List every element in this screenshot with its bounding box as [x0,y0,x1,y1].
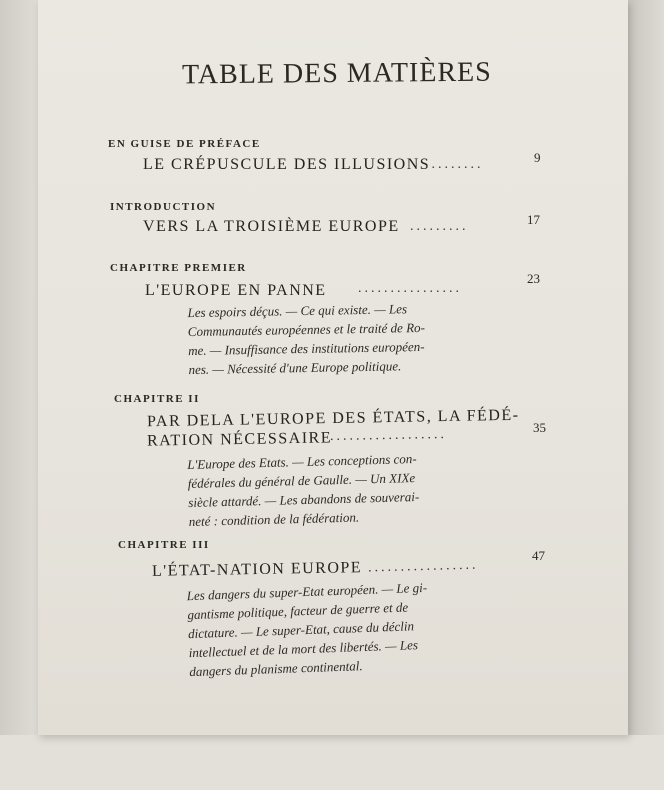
section-label-preface: EN GUISE DE PRÉFACE [108,138,261,150]
summary-line: dictature. — Le super-Etat, cause du déclin [187,618,415,642]
dot-leader: ......... [410,219,469,234]
dot-leader: ................ [358,281,462,296]
section-summary-chapter-3 [186,578,430,681]
page-number: 47 [532,548,545,563]
summary-line: neté : condition de la fédération. [188,509,360,530]
section-heading-chapter-3: L'ÉTAT-NATION EUROPE [151,559,363,580]
section-label-chapter-2: CHAPITRE II [114,393,200,405]
section-heading-chapter-1: L'EUROPE EN PANNE [145,282,327,299]
page-number: 9 [534,150,541,165]
summary-line: Les dangers du super-Etat européen. — Le gi- [186,579,428,604]
page-number: 17 [527,212,540,227]
summary-line: L'Europe des Etats. — Les conceptions con- [187,451,417,473]
section-heading-chapter-2-line-2: RATION NÉCESSAIRE [146,429,333,450]
right-page-edge [628,0,664,790]
section-summary-chapter-1 [187,299,425,379]
dot-leader: ......... [425,157,484,172]
summary-line: nes. — Nécessité d'une Europe politique. [188,358,402,378]
summary-line: fédérales du général de Gaulle. — Un XIXe [187,470,416,492]
page-number: 23 [527,271,540,286]
page-title: TABLE DES MATIÈRES [181,56,492,91]
summary-line: gantisme politique, facteur de guerre et de [187,599,409,623]
summary-line: siècle attardé. — Les abandons de souverai- [188,488,420,511]
summary-line: Les espoirs déçus. — Ce qui existe. — Les [187,301,408,321]
section-heading-preface: LE CRÉPUSCULE DES ILLUSIONS [143,156,431,173]
dot-leader: ................. [367,557,479,576]
summary-line: dangers du planisme continental. [189,658,363,680]
section-heading-chapter-2: PAR DELA L'EUROPE DES ÉTATS, LA FÉDÉ- [146,406,520,431]
section-label-introduction: INTRODUCTION [110,201,217,213]
section-summary-chapter-2 [187,449,420,531]
section-heading-introduction: VERS LA TROISIÈME EUROPE [143,218,400,235]
summary-line: intellectuel et de la mort des libertés. — Les [188,637,419,661]
section-label-chapter-3: CHAPITRE III [118,539,210,551]
page-number: 35 [533,420,546,435]
section-label-chapter-1: CHAPITRE PREMIER [110,262,247,274]
background-surface [0,735,664,790]
dot-leader: .................. [329,426,448,445]
summary-line: Communautés européennes et le traité de Ro- [187,319,426,340]
summary-line: me. — Insuffisance des institutions européen- [188,338,425,359]
